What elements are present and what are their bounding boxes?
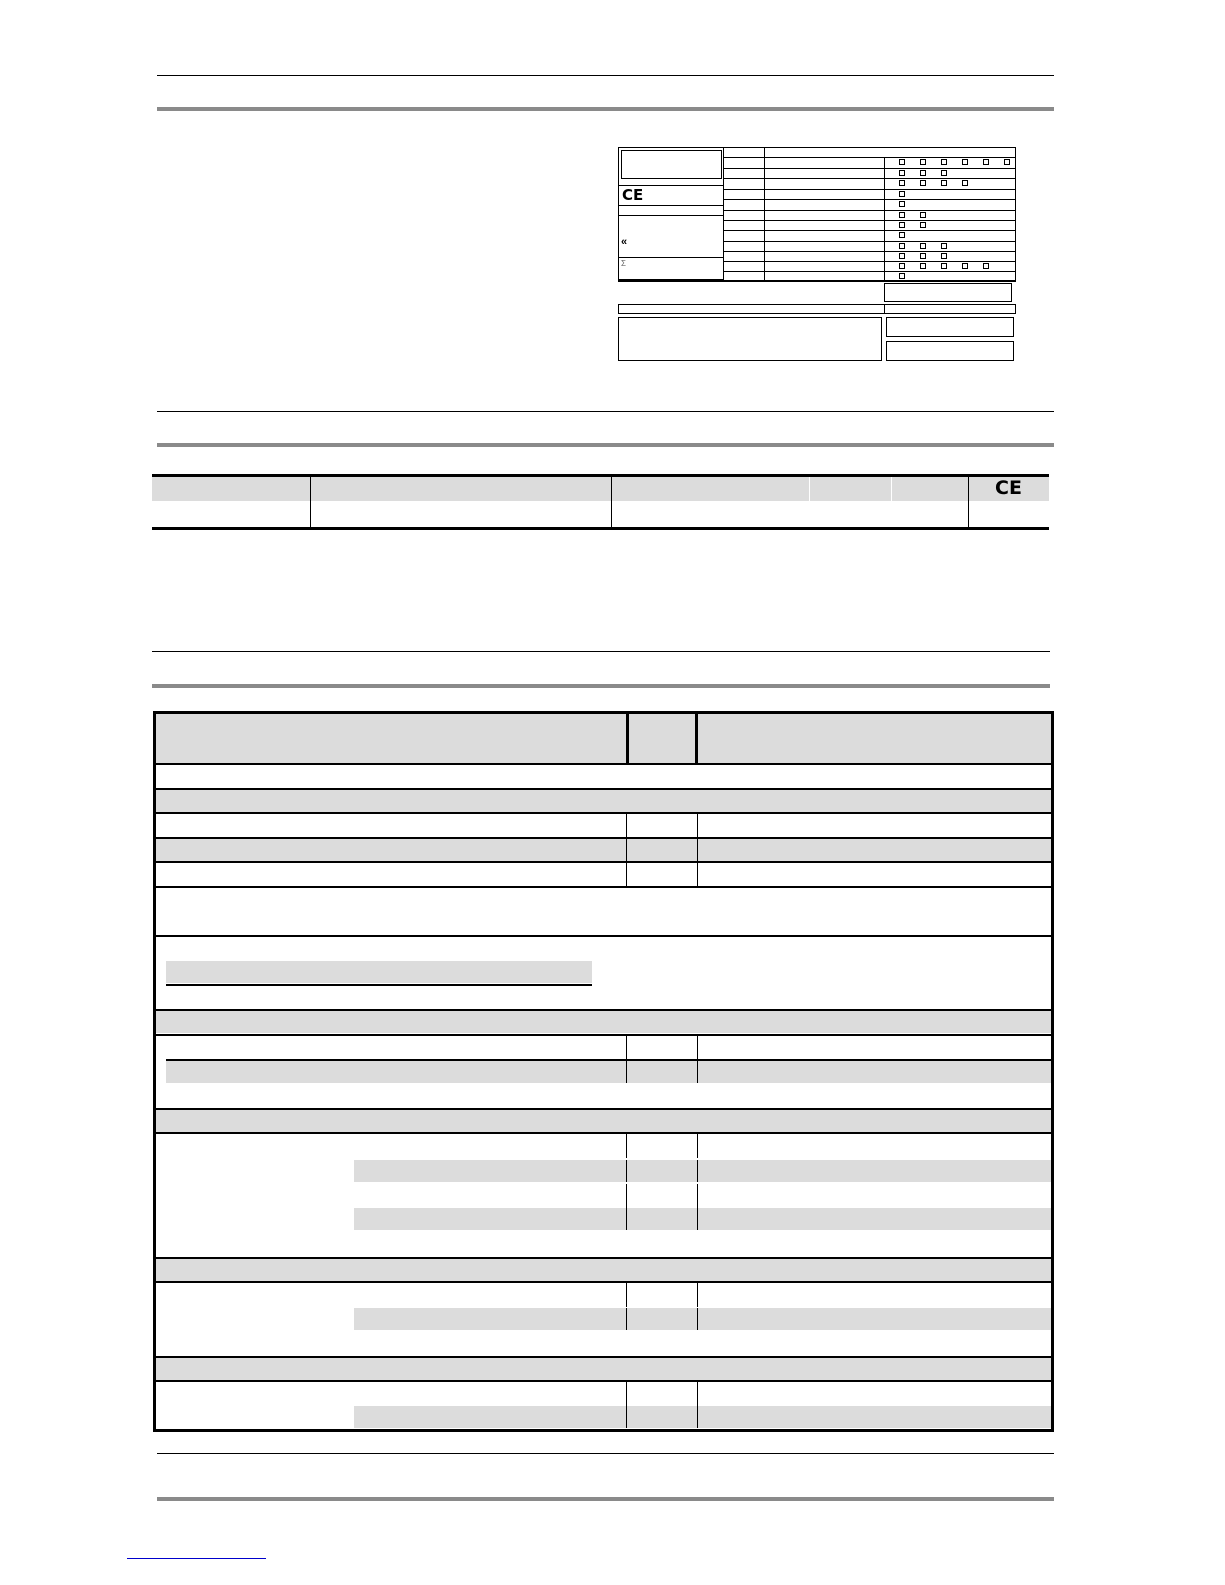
plate-checkbox[interactable] xyxy=(962,159,968,165)
plate-checkbox[interactable] xyxy=(899,222,905,228)
plate-logo-box xyxy=(621,150,722,179)
main-gray-band xyxy=(156,1110,1051,1132)
main-row-line xyxy=(156,1281,1051,1283)
plate-grid-line xyxy=(723,210,1016,211)
plate-checkbox[interactable] xyxy=(899,159,905,165)
section2-rule-bottom xyxy=(157,443,1054,447)
main-col-divider xyxy=(626,1208,627,1230)
main-col-divider xyxy=(626,1283,627,1307)
main-gray-band xyxy=(166,961,592,983)
plate-checkbox[interactable] xyxy=(899,243,905,249)
plate-strip-divider xyxy=(884,304,885,314)
main-header-divider xyxy=(626,714,629,763)
spec-table xyxy=(152,474,1049,530)
plate-checkbox[interactable] xyxy=(899,191,905,197)
plate-lower-line xyxy=(618,281,1016,282)
plate-checkbox[interactable] xyxy=(941,170,947,176)
main-header-divider xyxy=(695,714,698,763)
plate-left-line xyxy=(618,279,723,280)
main-gray-band xyxy=(354,1160,1051,1182)
plate-left-line xyxy=(618,215,723,216)
plate-checkbox[interactable] xyxy=(899,201,905,207)
plate-grid-line xyxy=(723,241,1016,242)
plate-grid-line xyxy=(723,230,1016,231)
plate-checkbox[interactable] xyxy=(983,263,989,269)
main-gray-band xyxy=(354,1308,1051,1330)
main-col-divider xyxy=(697,1406,698,1428)
main-col-divider xyxy=(626,1184,627,1208)
main-gray-band xyxy=(166,1061,1051,1083)
main-col-divider xyxy=(697,814,698,838)
main-gray-band xyxy=(156,839,1051,861)
main-col-divider xyxy=(697,1283,698,1307)
spec-table-bottom-border xyxy=(152,527,1049,530)
plate-notes-box xyxy=(618,317,882,361)
main-col-divider xyxy=(626,863,627,886)
plate-checkbox[interactable] xyxy=(899,180,905,186)
main-col-divider xyxy=(626,1134,627,1158)
section2-rule-top xyxy=(157,411,1054,412)
main-gray-band xyxy=(354,1406,1051,1428)
main-col-divider xyxy=(626,1061,627,1083)
main-gray-band xyxy=(156,1358,1051,1380)
main-col-divider xyxy=(697,1160,698,1182)
spec-table-header-row xyxy=(152,477,1049,501)
plate-checkbox[interactable] xyxy=(920,263,926,269)
main-col-divider xyxy=(697,1184,698,1208)
plate-grid-col xyxy=(764,147,765,281)
main-col-divider xyxy=(626,839,627,861)
main-gray-band xyxy=(156,790,1051,812)
plate-code-box-2 xyxy=(886,341,1014,361)
plate-grid-line xyxy=(723,157,1016,158)
plate-checkbox[interactable] xyxy=(1004,159,1010,165)
section-rule-bottom xyxy=(157,107,1054,111)
plate-grid-line xyxy=(723,168,1016,169)
main-row-line xyxy=(156,1034,1051,1036)
plate-grid-line xyxy=(723,178,1016,179)
plate-grid-line xyxy=(723,199,1016,200)
plate-checkbox[interactable] xyxy=(962,263,968,269)
main-gray-band xyxy=(156,1011,1051,1033)
main-col-divider xyxy=(697,1308,698,1330)
section-rule-top xyxy=(157,75,1054,76)
rating-plate xyxy=(618,147,1016,363)
section3-rule-top xyxy=(152,651,1050,652)
plate-checkbox[interactable] xyxy=(941,243,947,249)
main-row-line xyxy=(156,935,1051,937)
main-col-divider xyxy=(626,1382,627,1406)
plate-checkbox[interactable] xyxy=(920,253,926,259)
main-col-divider xyxy=(626,1308,627,1330)
plate-grid-line xyxy=(723,189,1016,190)
main-gray-band xyxy=(156,1259,1051,1281)
spec-col-divider xyxy=(310,477,311,527)
spec-ce-mark: CE xyxy=(995,477,1022,499)
plate-checkbox[interactable] xyxy=(920,170,926,176)
main-col-divider xyxy=(697,1134,698,1158)
spec-col-divider xyxy=(968,477,969,527)
main-row-line xyxy=(156,861,1051,863)
plate-checkbox[interactable] xyxy=(941,180,947,186)
plate-checkbox[interactable] xyxy=(920,212,926,218)
plate-checkbox[interactable] xyxy=(983,159,989,165)
main-col-divider xyxy=(697,1208,698,1230)
plate-checkbox[interactable] xyxy=(920,243,926,249)
plate-grid-col xyxy=(884,157,885,281)
plate-serial-box xyxy=(884,283,1012,302)
main-gray-band xyxy=(354,1208,1051,1230)
main-row-line xyxy=(156,812,1051,814)
plate-checkbox[interactable] xyxy=(899,263,905,269)
plate-checkbox[interactable] xyxy=(899,273,905,279)
main-col-divider xyxy=(626,1160,627,1182)
plate-ex-mark: « xyxy=(621,236,628,248)
plate-checkbox[interactable] xyxy=(941,263,947,269)
link-underline[interactable] xyxy=(127,1558,266,1559)
footer-rule-top xyxy=(157,1453,1054,1454)
main-col-divider xyxy=(626,1406,627,1428)
main-col-divider xyxy=(697,863,698,886)
plate-checkbox[interactable] xyxy=(920,222,926,228)
main-col-divider xyxy=(626,1036,627,1060)
plate-sigma-mark: Σ xyxy=(621,259,626,268)
main-row-line xyxy=(156,1132,1051,1134)
spec-col-divider xyxy=(809,477,810,527)
plate-grid-line xyxy=(723,251,1016,252)
plate-code-box-1 xyxy=(886,317,1014,337)
main-row-line xyxy=(156,886,1051,888)
spec-col-divider xyxy=(891,477,892,527)
main-col-divider xyxy=(697,839,698,861)
main-col-divider xyxy=(697,1382,698,1406)
plate-checkbox[interactable] xyxy=(920,159,926,165)
main-row-line xyxy=(156,1380,1051,1382)
plate-checkbox[interactable] xyxy=(899,232,905,238)
plate-left-line xyxy=(618,205,723,206)
footer-rule-bottom xyxy=(157,1497,1054,1501)
plate-strip xyxy=(618,304,1016,314)
plate-ce-mark: CE xyxy=(622,186,644,204)
main-col-divider xyxy=(697,1036,698,1060)
plate-checkbox[interactable] xyxy=(899,212,905,218)
plate-checkbox[interactable] xyxy=(941,159,947,165)
plate-grid-line xyxy=(723,261,1016,262)
main-row-line xyxy=(166,984,592,986)
plate-checkbox[interactable] xyxy=(920,180,926,186)
main-table xyxy=(153,711,1054,1432)
plate-checkbox[interactable] xyxy=(941,253,947,259)
main-col-divider xyxy=(626,814,627,838)
main-col-divider xyxy=(697,1061,698,1083)
plate-checkbox[interactable] xyxy=(899,253,905,259)
plate-checkbox[interactable] xyxy=(962,180,968,186)
spec-col-divider xyxy=(611,477,612,527)
main-header-row xyxy=(156,714,1051,763)
plate-grid-line xyxy=(723,220,1016,221)
plate-grid-line xyxy=(723,271,1016,272)
plate-checkbox[interactable] xyxy=(899,170,905,176)
main-row-line xyxy=(156,763,1051,765)
plate-left-line xyxy=(618,257,723,258)
section3-rule-bottom xyxy=(152,684,1050,688)
